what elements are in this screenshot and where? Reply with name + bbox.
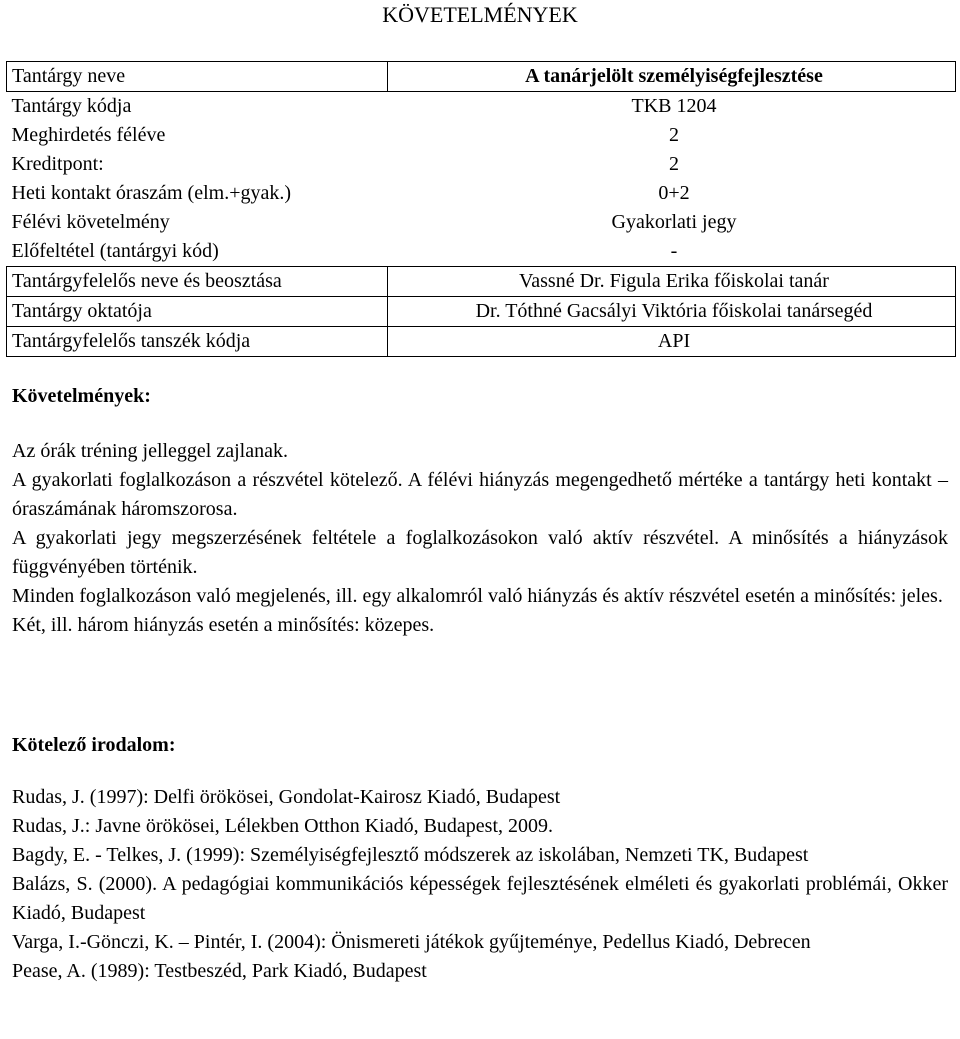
row-label: Tantárgyfelelős neve és beosztása (7, 267, 388, 297)
literature-item: Balázs, S. (2000). A pedagógiai kommunikációs képességek fejlesztésének elméleti és gyakorlati problémái, Okker Kiadó, Budapest (12, 873, 948, 924)
page-title: KÖVETELMÉNYEK (382, 2, 578, 27)
literature-item: Bagdy, E. - Telkes, J. (1999): Személyiségfejlesztő módszerek az iskolában, Nemzeti TK, Budapest (12, 844, 809, 866)
row-label: Tantárgy oktatója (7, 297, 388, 327)
requirement-paragraph: Két, ill. három hiányzás esetén a minősítés: közepes. (12, 614, 435, 636)
table-row (7, 92, 956, 122)
requirement-paragraph: A gyakorlati jegy megszerzésének feltétele a foglalkozásokon való aktív részvétel. A minősítés a hiányzások függvényében történik. (12, 527, 948, 578)
row-label: Tantárgyfelelős tanszék kódja (7, 327, 388, 357)
literature-item: Rudas, J.: Javne örökösei, Lélekben Otthon Kiadó, Budapest, 2009. (12, 815, 554, 837)
literature-item: Varga, I.-Gönczi, K. – Pintér, I. (2004): Önismereti játékok gyűjteménye, Pedellus Kiadó, Debrecen (12, 931, 811, 953)
table-row (7, 62, 956, 92)
table-row (7, 150, 956, 179)
row-label: Meghirdetés féléve (11, 124, 166, 146)
row-label: Kreditpont: (11, 153, 104, 175)
literature-item: Rudas, J. (1997): Delfi örökösei, Gondolat-Kairosz Kiadó, Budapest (12, 786, 561, 808)
row-value: TKB 1204 (631, 95, 717, 117)
row-label: Félévi követelmény (11, 211, 170, 233)
requirements-heading: Követelmények: (12, 385, 151, 407)
row-value: - (670, 240, 678, 262)
row-value: Gyakorlati jegy (611, 211, 737, 233)
table-row (7, 297, 956, 327)
literature-section (12, 731, 948, 759)
literature-heading: Kötelező irodalom: (12, 734, 176, 756)
table-row (7, 267, 956, 297)
table-row (7, 327, 956, 357)
row-value: A tanárjelölt személyiségfejlesztése (388, 62, 956, 92)
table-row (7, 208, 956, 237)
requirement-paragraph: A gyakorlati foglalkozáson a részvétel kötelező. A félévi hiányzás megengedhető mértéke a tantárgy heti kontakt – óraszámának háromszorosa. (12, 469, 948, 520)
row-value: Dr. Tóthné Gacsályi Viktória főiskolai tanársegéd (388, 297, 956, 327)
requirements-section (12, 382, 948, 410)
row-value: 2 (669, 124, 679, 146)
requirement-paragraph: Minden foglalkozáson való megjelenés, ill. egy alkalomról való hiányzás és aktív részvétel esetén a minősítés: jeles. (12, 585, 943, 607)
row-value: Vassné Dr. Figula Erika főiskolai tanár (388, 267, 956, 297)
row-label: Tantárgy kódja (11, 95, 132, 117)
row-value: API (388, 327, 956, 357)
table-row (7, 121, 956, 150)
row-value: 0+2 (658, 182, 690, 204)
table-row (7, 237, 956, 267)
row-value: 2 (669, 153, 679, 175)
literature-item: Pease, A. (1989): Testbeszéd, Park Kiadó, Budapest (12, 960, 427, 982)
table-row (7, 179, 956, 208)
requirements-body (12, 437, 948, 640)
row-label: Heti kontakt óraszám (elm.+gyak.) (11, 182, 292, 204)
literature-list (12, 783, 948, 986)
row-label: Előfeltétel (tantárgyi kód) (11, 240, 219, 262)
row-label: Tantárgy neve (7, 62, 388, 92)
course-info-table (6, 61, 956, 357)
requirement-paragraph: Az órák tréning jelleggel zajlanak. (12, 440, 288, 462)
